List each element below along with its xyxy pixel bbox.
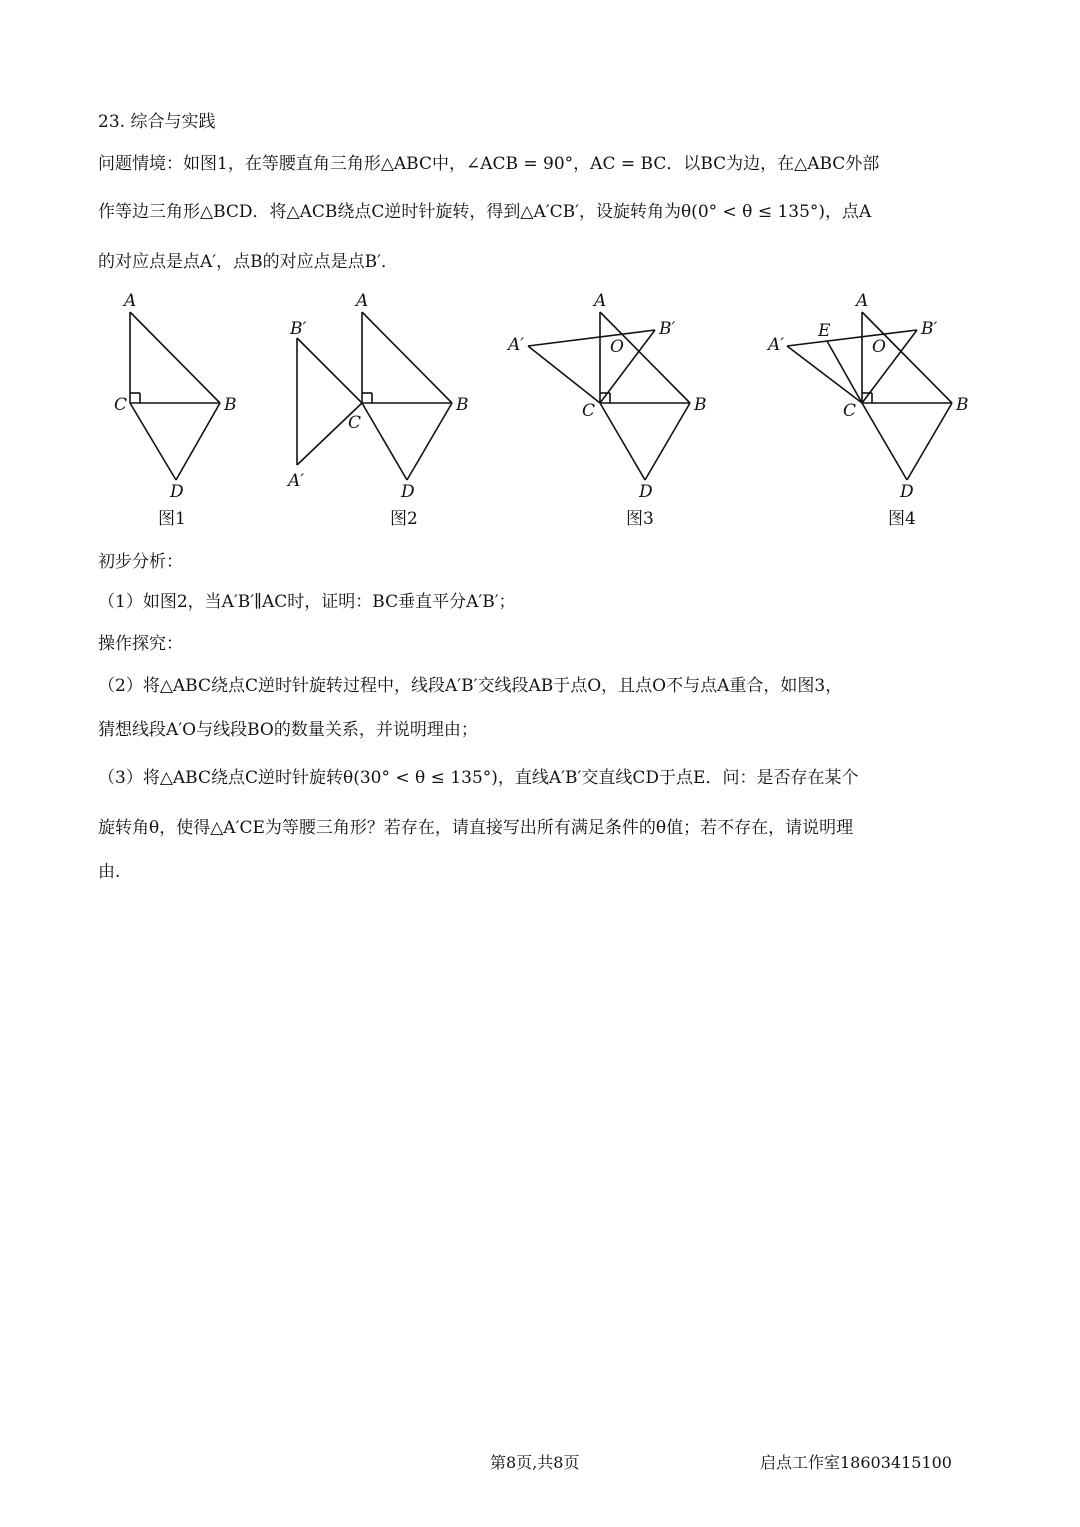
label-C: C	[843, 401, 857, 421]
label-A: A	[356, 291, 369, 311]
context-line-1: 问题情境：如图1，在等腰直角三角形△ABC中，∠ACB = 90°，AC = BC．以BC为边，在△ABC外部	[98, 154, 880, 174]
problem-title: 23. 综合与实践	[98, 112, 216, 132]
geometry-figures	[0, 290, 1080, 540]
figure-2	[286, 291, 469, 529]
label-C: C	[582, 401, 596, 421]
figure-1	[114, 291, 237, 529]
label-A-prime: A′	[288, 471, 305, 491]
question-1: （1）如图2，当A′B′∥AC时，证明：BC垂直平分A′B′；	[98, 592, 516, 612]
label-D: D	[170, 482, 184, 502]
label-B-prime: B′	[659, 319, 676, 339]
question-3-line-1: （3）将△ABC绕点C逆时针旋转θ(30° < θ ≤ 135°)，直线A′B′交直线CD于点E．问：是否存在某个	[98, 768, 859, 788]
figure-3	[506, 291, 707, 529]
label-B-prime: B′	[921, 319, 938, 339]
question-2-line-1: （2）将△ABC绕点C逆时针旋转过程中，线段A′B′交线段AB于点O，且点O不与点A重合，如图3，	[98, 676, 843, 696]
label-O: O	[872, 337, 886, 357]
figure-4	[766, 291, 969, 529]
studio-contact: 启点工作室18603415100	[760, 1453, 952, 1472]
explore-heading: 操作探究：	[98, 634, 183, 654]
label-E: E	[818, 321, 831, 341]
caption-fig4: 图4	[888, 509, 916, 529]
label-B-prime: B′	[290, 319, 307, 339]
label-A: A	[594, 291, 607, 311]
label-A: A	[856, 291, 869, 311]
context-line-3: 的对应点是点A′，点B的对应点是点B′．	[98, 252, 398, 272]
caption-fig3: 图3	[626, 509, 654, 529]
question-2-line-2: 猜想线段A′O与线段BO的数量关系，并说明理由；	[98, 720, 478, 740]
caption-fig1: 图1	[158, 509, 186, 529]
label-A-prime: A′	[508, 335, 525, 355]
label-B: B	[224, 395, 237, 415]
label-D: D	[401, 482, 415, 502]
page-number: 第8页,共8页	[490, 1453, 580, 1472]
label-A: A	[124, 291, 137, 311]
label-B: B	[456, 395, 469, 415]
question-3-line-2: 旋转角θ，使得△A′CE为等腰三角形？若存在，请直接写出所有满足条件的θ值；若不存在，请说明理	[98, 818, 854, 838]
analysis-heading: 初步分析：	[98, 552, 183, 572]
label-C: C	[348, 413, 362, 433]
label-B: B	[956, 395, 969, 415]
label-A-prime: A′	[768, 335, 785, 355]
label-B: B	[694, 395, 707, 415]
caption-fig2: 图2	[390, 509, 418, 529]
label-D: D	[900, 482, 914, 502]
label-D: D	[639, 482, 653, 502]
label-C: C	[114, 395, 128, 415]
question-3-line-3: 由.	[98, 862, 121, 882]
label-O: O	[610, 337, 624, 357]
context-line-2: 作等边三角形△BCD．将△ACB绕点C逆时针旋转，得到△A′CB′，设旋转角为θ(0° < θ ≤ 135°)，点A	[98, 202, 872, 222]
